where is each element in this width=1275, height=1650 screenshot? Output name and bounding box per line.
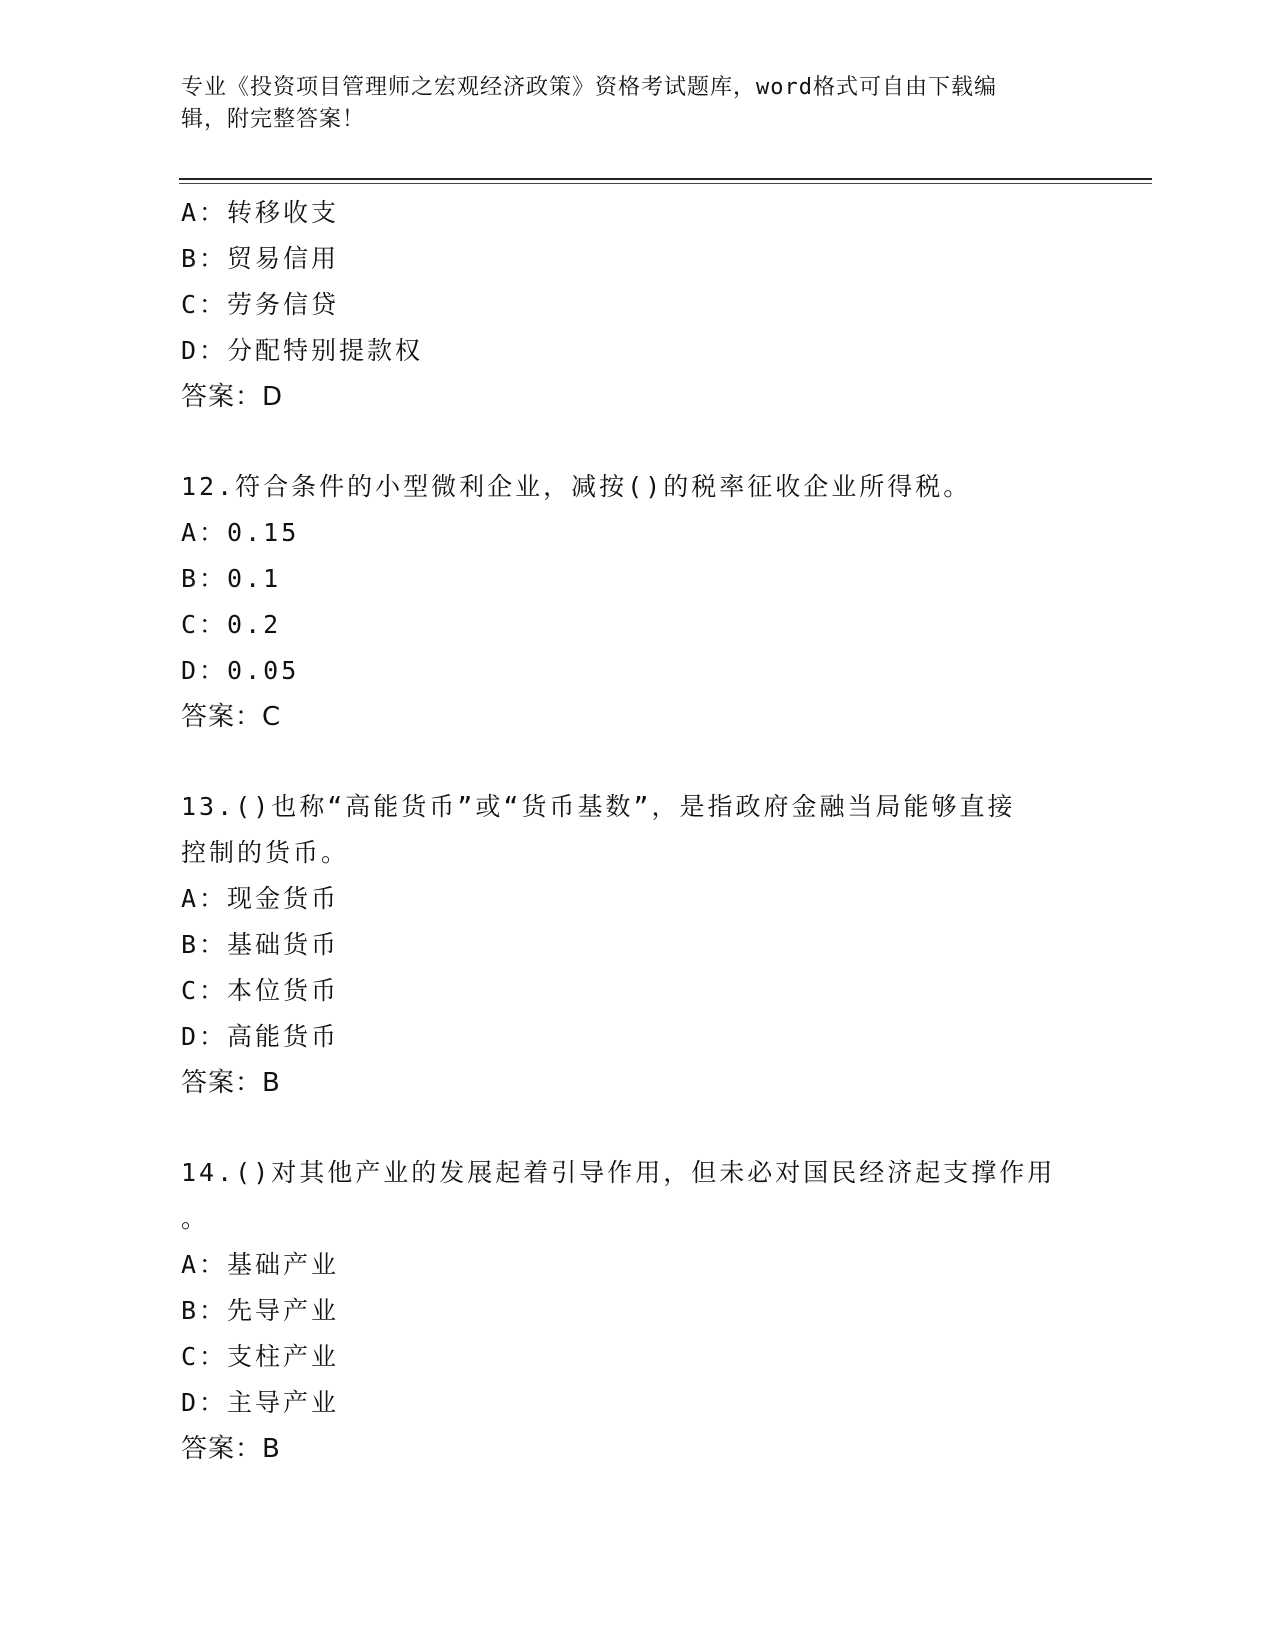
option-c: C：0.2 [181, 610, 282, 639]
question-stem-line-1: 13.()也称“高能货币”或“货币基数”，是指政府金融当局能够直接 [181, 792, 1016, 821]
option-a: A：转移收支 [181, 198, 340, 227]
option-d: D：高能货币 [181, 1022, 340, 1051]
option-b: B：贸易信用 [181, 244, 340, 273]
option-c: C：支柱产业 [181, 1342, 340, 1371]
option-d: D：主导产业 [181, 1388, 340, 1417]
spacer [181, 740, 1081, 784]
question-stem-line-2: 控制的货币。 [181, 838, 350, 867]
option-c: C：劳务信贷 [181, 290, 340, 319]
header-divider-thin [179, 183, 1152, 184]
question-block-13 [181, 784, 1081, 1106]
header-divider-thick [179, 178, 1152, 180]
option-a: A：现金货币 [181, 884, 340, 913]
option-a: A：基础产业 [181, 1250, 340, 1279]
question-block-11 [181, 190, 1081, 420]
answer: 答案：D [181, 382, 284, 412]
question-stem-line-1: 14.()对其他产业的发展起着引导作用，但未必对国民经济起支撑作用 [181, 1158, 1056, 1187]
question-block-12 [181, 464, 1081, 740]
document-header [181, 72, 1051, 136]
option-c: C：本位货币 [181, 976, 340, 1005]
option-b: B：0.1 [181, 564, 282, 593]
answer: 答案：C [181, 702, 282, 732]
question-stem-line-2: 。 [181, 1204, 210, 1233]
option-d: D：0.05 [181, 656, 300, 685]
option-a: A：0.15 [181, 518, 300, 547]
question-list [181, 190, 1081, 1472]
header-line-2: 辑，附完整答案！ [181, 107, 366, 132]
question-block-14 [181, 1150, 1081, 1472]
option-d: D：分配特别提款权 [181, 336, 424, 365]
question-stem-line-1: 12.符合条件的小型微利企业，减按()的税率征收企业所得税。 [181, 472, 972, 501]
option-b: B：先导产业 [181, 1296, 340, 1325]
answer: 答案：B [181, 1434, 281, 1464]
spacer [181, 420, 1081, 464]
answer: 答案：B [181, 1068, 281, 1098]
header-line-1: 专业《投资项目管理师之宏观经济政策》资格考试题库，word格式可自由下载编 [181, 75, 997, 100]
option-b: B：基础货币 [181, 930, 340, 959]
spacer [181, 1106, 1081, 1150]
